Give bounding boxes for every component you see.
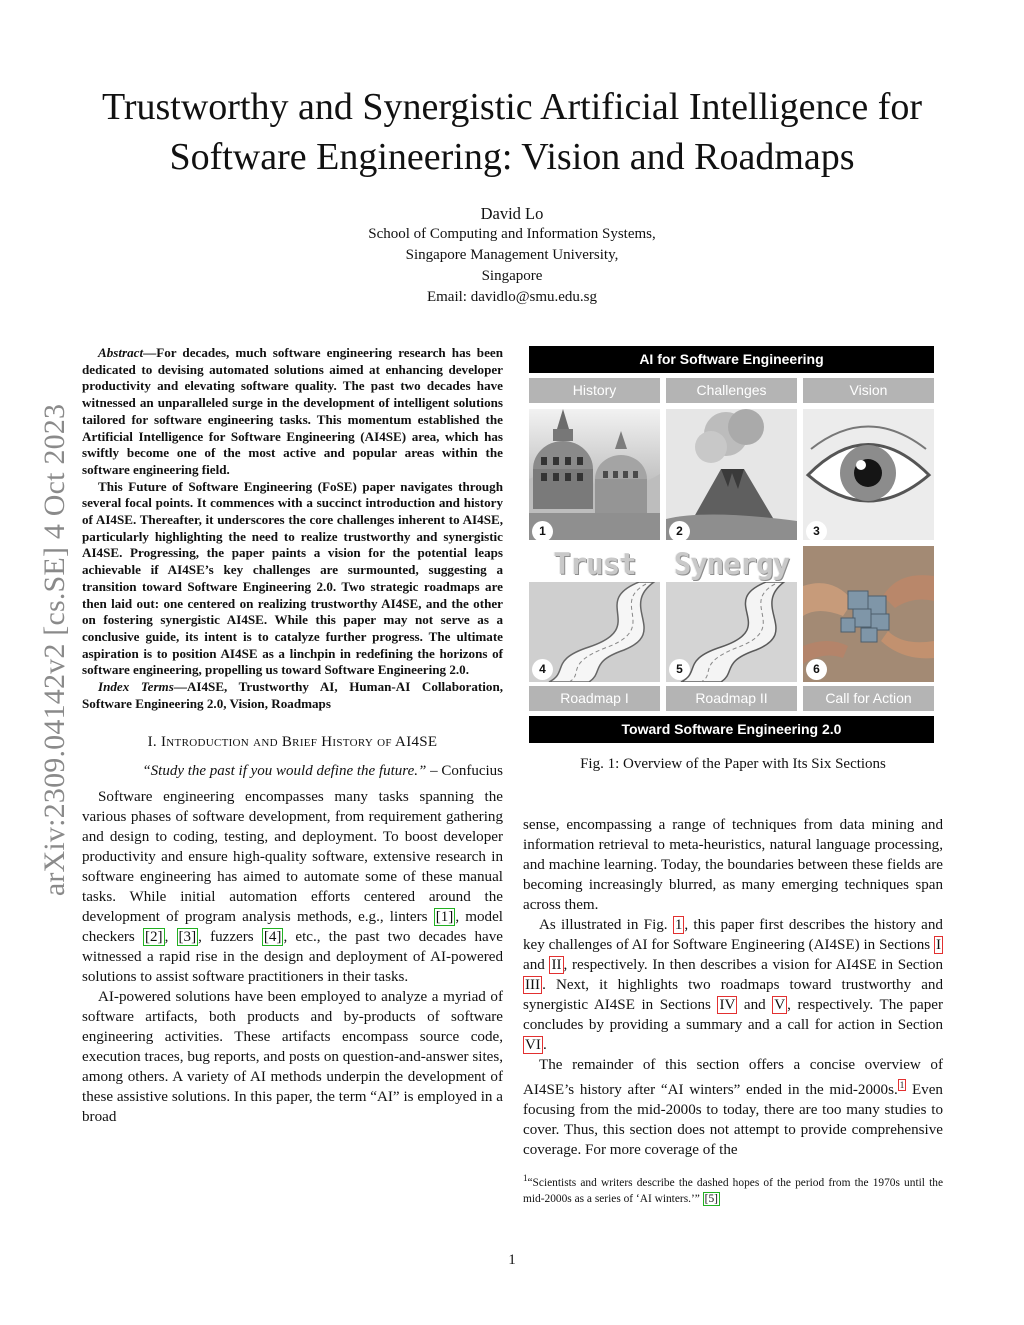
- section-number-badge: 4: [532, 659, 553, 680]
- figure-top-banner: AI for Software Engineering: [529, 346, 934, 373]
- text-run: , this paper first describes the history and key challenges of AI for Software Engineering (AI4SE) in Sections: [523, 917, 943, 953]
- text-run: , respectively. The paper concludes by providing a summary and a call for action in Section: [523, 997, 943, 1033]
- section-link[interactable]: V: [774, 997, 786, 1013]
- section-number-badge: 1: [532, 521, 553, 542]
- intro-paragraph-2: AI-powered solutions have been employed to analyze a myriad of software artifacts, both products and by-products of software engineering activities. These artifacts encompass source code, execution traces, bug reports, and posts on question-and-answer sites, among others. A variety of AI methods underpin the development of these assistive solutions. In this paper, the term “AI” is employed in a broad: [82, 989, 503, 1126]
- section-link[interactable]: VI: [525, 1037, 541, 1053]
- index-terms-text: —AI4SE, Trustworthy AI, Human-AI Collaboration, Software Engineering 2.0, Vision, Roadmaps: [82, 679, 504, 711]
- footnote-mark: 1: [523, 1173, 528, 1183]
- abstract-paragraph-1: [82, 345, 503, 479]
- text-run: . Next, it highlights two roadmaps toward trustworthy and synergistic AI4SE in Sections: [523, 977, 943, 1013]
- author-name: David Lo: [480, 204, 544, 223]
- trust-word-art: Trust: [553, 547, 636, 581]
- text-run: As illustrated in Fig.: [539, 917, 673, 933]
- epigraph-text: “Study the past if you would define the future.”: [142, 763, 427, 780]
- figure-bottom-banner: Toward Software Engineering 2.0: [529, 716, 934, 743]
- text-run: and: [523, 957, 550, 973]
- paper-title: Trustworthy and Synergistic Artificial Intelligence for Software Engineering: Vision and Roadmaps: [101, 86, 923, 178]
- section-link[interactable]: IV: [719, 997, 736, 1013]
- tab-vision: Vision: [803, 378, 934, 403]
- tab-roadmap-two: Roadmap II: [666, 686, 797, 711]
- index-terms-label: Index Terms: [98, 679, 174, 695]
- text-run: , respectively. In then describes a vision for AI4SE in Section: [563, 957, 943, 973]
- tab-call-for-action: Call for Action: [803, 686, 934, 711]
- left-column: [82, 345, 503, 1127]
- citation-link[interactable]: [4]: [263, 929, 282, 946]
- epigraph: [82, 761, 503, 781]
- abstract-paragraph-2: This Future of Software Engineering (FoSE) paper navigates through several focal points. It commences with a succinct introduction and history of AI4SE. Thereafter, it underscores the core challenges inherent to AI4SE, particularly highlighting the need to realize trustworthy and synergistic AI4SE. Progressing, the paper paints a vision for the potential leaps achievable if AI4SE’s key challenges are surmounted, suggesting a transition toward Software Engineering 2.0. Two strategic roadmaps are then laid out: one centered on realizing trustworthy AI4SE, and the other on fostering synergistic AI4SE. While this paper may not serve as a conclusive guide, its intent is to catalyze further progress. The ultimate aspiration is to position AI4SE as a linchpin in redefining the horizons of software engineering, propelling us toward Software Engineering 2.0.: [82, 478, 503, 678]
- tab-history: History: [529, 378, 660, 403]
- citation-link[interactable]: [3]: [178, 929, 197, 946]
- affiliation-line-3: Singapore: [481, 268, 543, 284]
- text-run: Even focusing from the mid-2000s to today, there are too many studies to cover. Thus, this section does not attempt to provide comprehensive coverage. For more coverage of the: [523, 1082, 943, 1159]
- footnote-link[interactable]: 1: [899, 1080, 905, 1090]
- vision-eye-image: [803, 409, 934, 540]
- text-run: , fuzzers: [198, 929, 262, 946]
- text-run: , etc., the past two decades have witnessed a rapid rise in the design and deployment of AI-powered solutions to assist software practitioners in their tasks.: [82, 929, 503, 986]
- section-number-badge: 5: [669, 659, 690, 680]
- challenges-volcano-image: [666, 409, 797, 540]
- tab-roadmap-one: Roadmap I: [529, 686, 660, 711]
- index-terms: [82, 679, 503, 712]
- abstract-label: Abstract: [98, 345, 144, 360]
- footnote-text: “Scientists and writers describe the dashed hopes of the period from the 1970s until the mid-2000s as a series of ‘AI winters.’”: [523, 1176, 943, 1205]
- intro-paragraph-3: [523, 915, 943, 1055]
- section-link[interactable]: II: [551, 957, 562, 973]
- section-link[interactable]: III: [525, 977, 541, 993]
- citation-link[interactable]: [2]: [144, 929, 163, 946]
- figure-overview: [529, 346, 934, 743]
- section-title: Introduction and Brief History of AI4SE: [161, 734, 438, 751]
- affiliation-line-1: School of Computing and Information Systems,: [368, 226, 656, 242]
- arxiv-stamp: arXiv:2309.04142v2 [cs.SE] 4 Oct 2023: [38, 403, 71, 897]
- synergy-word-art: Synergy: [673, 547, 790, 581]
- figure-caption: Fig. 1: Overview of the Paper with Its Six Sections: [580, 756, 886, 772]
- section-number-badge: 6: [806, 659, 827, 680]
- tab-challenges: Challenges: [666, 378, 797, 403]
- text-run: Software engineering encompasses many tasks spanning the various phases of software development, from requirement gathering and design to coding, testing, and deployment. To boost developer productivity and ensure high-quality software, extensive research in software engineering has aimed to automate some of these manual tasks. While initial automation efforts centered around the development of program analysis methods, e.g., linters: [82, 789, 503, 926]
- section-link[interactable]: I: [935, 937, 941, 953]
- history-stupa-image: [529, 409, 660, 540]
- text-run: .: [542, 1037, 547, 1053]
- intro-paragraph-2-continued: sense, encompassing a range of techniques from data mining and information retrieval to meta-heuristics, natural language processing, and machine learning. Today, the boundaries between these fields are becoming increasingly blurred, as many emerging techniques span across them.: [523, 817, 943, 913]
- citation-link[interactable]: [5]: [704, 1192, 718, 1205]
- text-run: and: [737, 997, 773, 1013]
- section-number-badge: 3: [806, 521, 827, 542]
- text-run: , model checkers: [82, 909, 503, 946]
- footnote: [523, 1170, 943, 1207]
- citation-link[interactable]: [1]: [435, 909, 454, 926]
- figure-link[interactable]: 1: [674, 917, 683, 933]
- epigraph-author: – Confucius: [426, 763, 503, 780]
- intro-paragraph-4: [523, 1055, 943, 1160]
- text-run: The remainder of this section offers a concise overview of AI4SE’s history after “AI winters” ended in the mid-2000s.: [523, 1057, 943, 1099]
- right-column: [523, 815, 943, 1160]
- page-number: 1: [508, 1252, 516, 1268]
- section-number-badge: 2: [669, 521, 690, 542]
- abstract-text-1: —For decades, much software engineering research has been dedicated to devising automated solutions aimed at enhancing developer productivity and elevating software quality. The past two decades have witnessed an unparalleled surge in the development of intelligent solutions tailored for software engineering tasks. This momentum established the Artificial Intelligence for Software Engineering (AI4SE) area, which has swiftly become one of the most active and popular areas within the software engineering field.: [82, 345, 503, 477]
- intro-paragraph-1: [82, 787, 503, 987]
- section-heading: [82, 734, 503, 751]
- affiliation-line-2: Singapore Management University,: [405, 247, 619, 263]
- author-email: Email: davidlo@smu.edu.sg: [426, 289, 598, 305]
- section-number: I.: [147, 734, 157, 751]
- text-run: ,: [164, 929, 177, 946]
- author-block: [200, 203, 824, 308]
